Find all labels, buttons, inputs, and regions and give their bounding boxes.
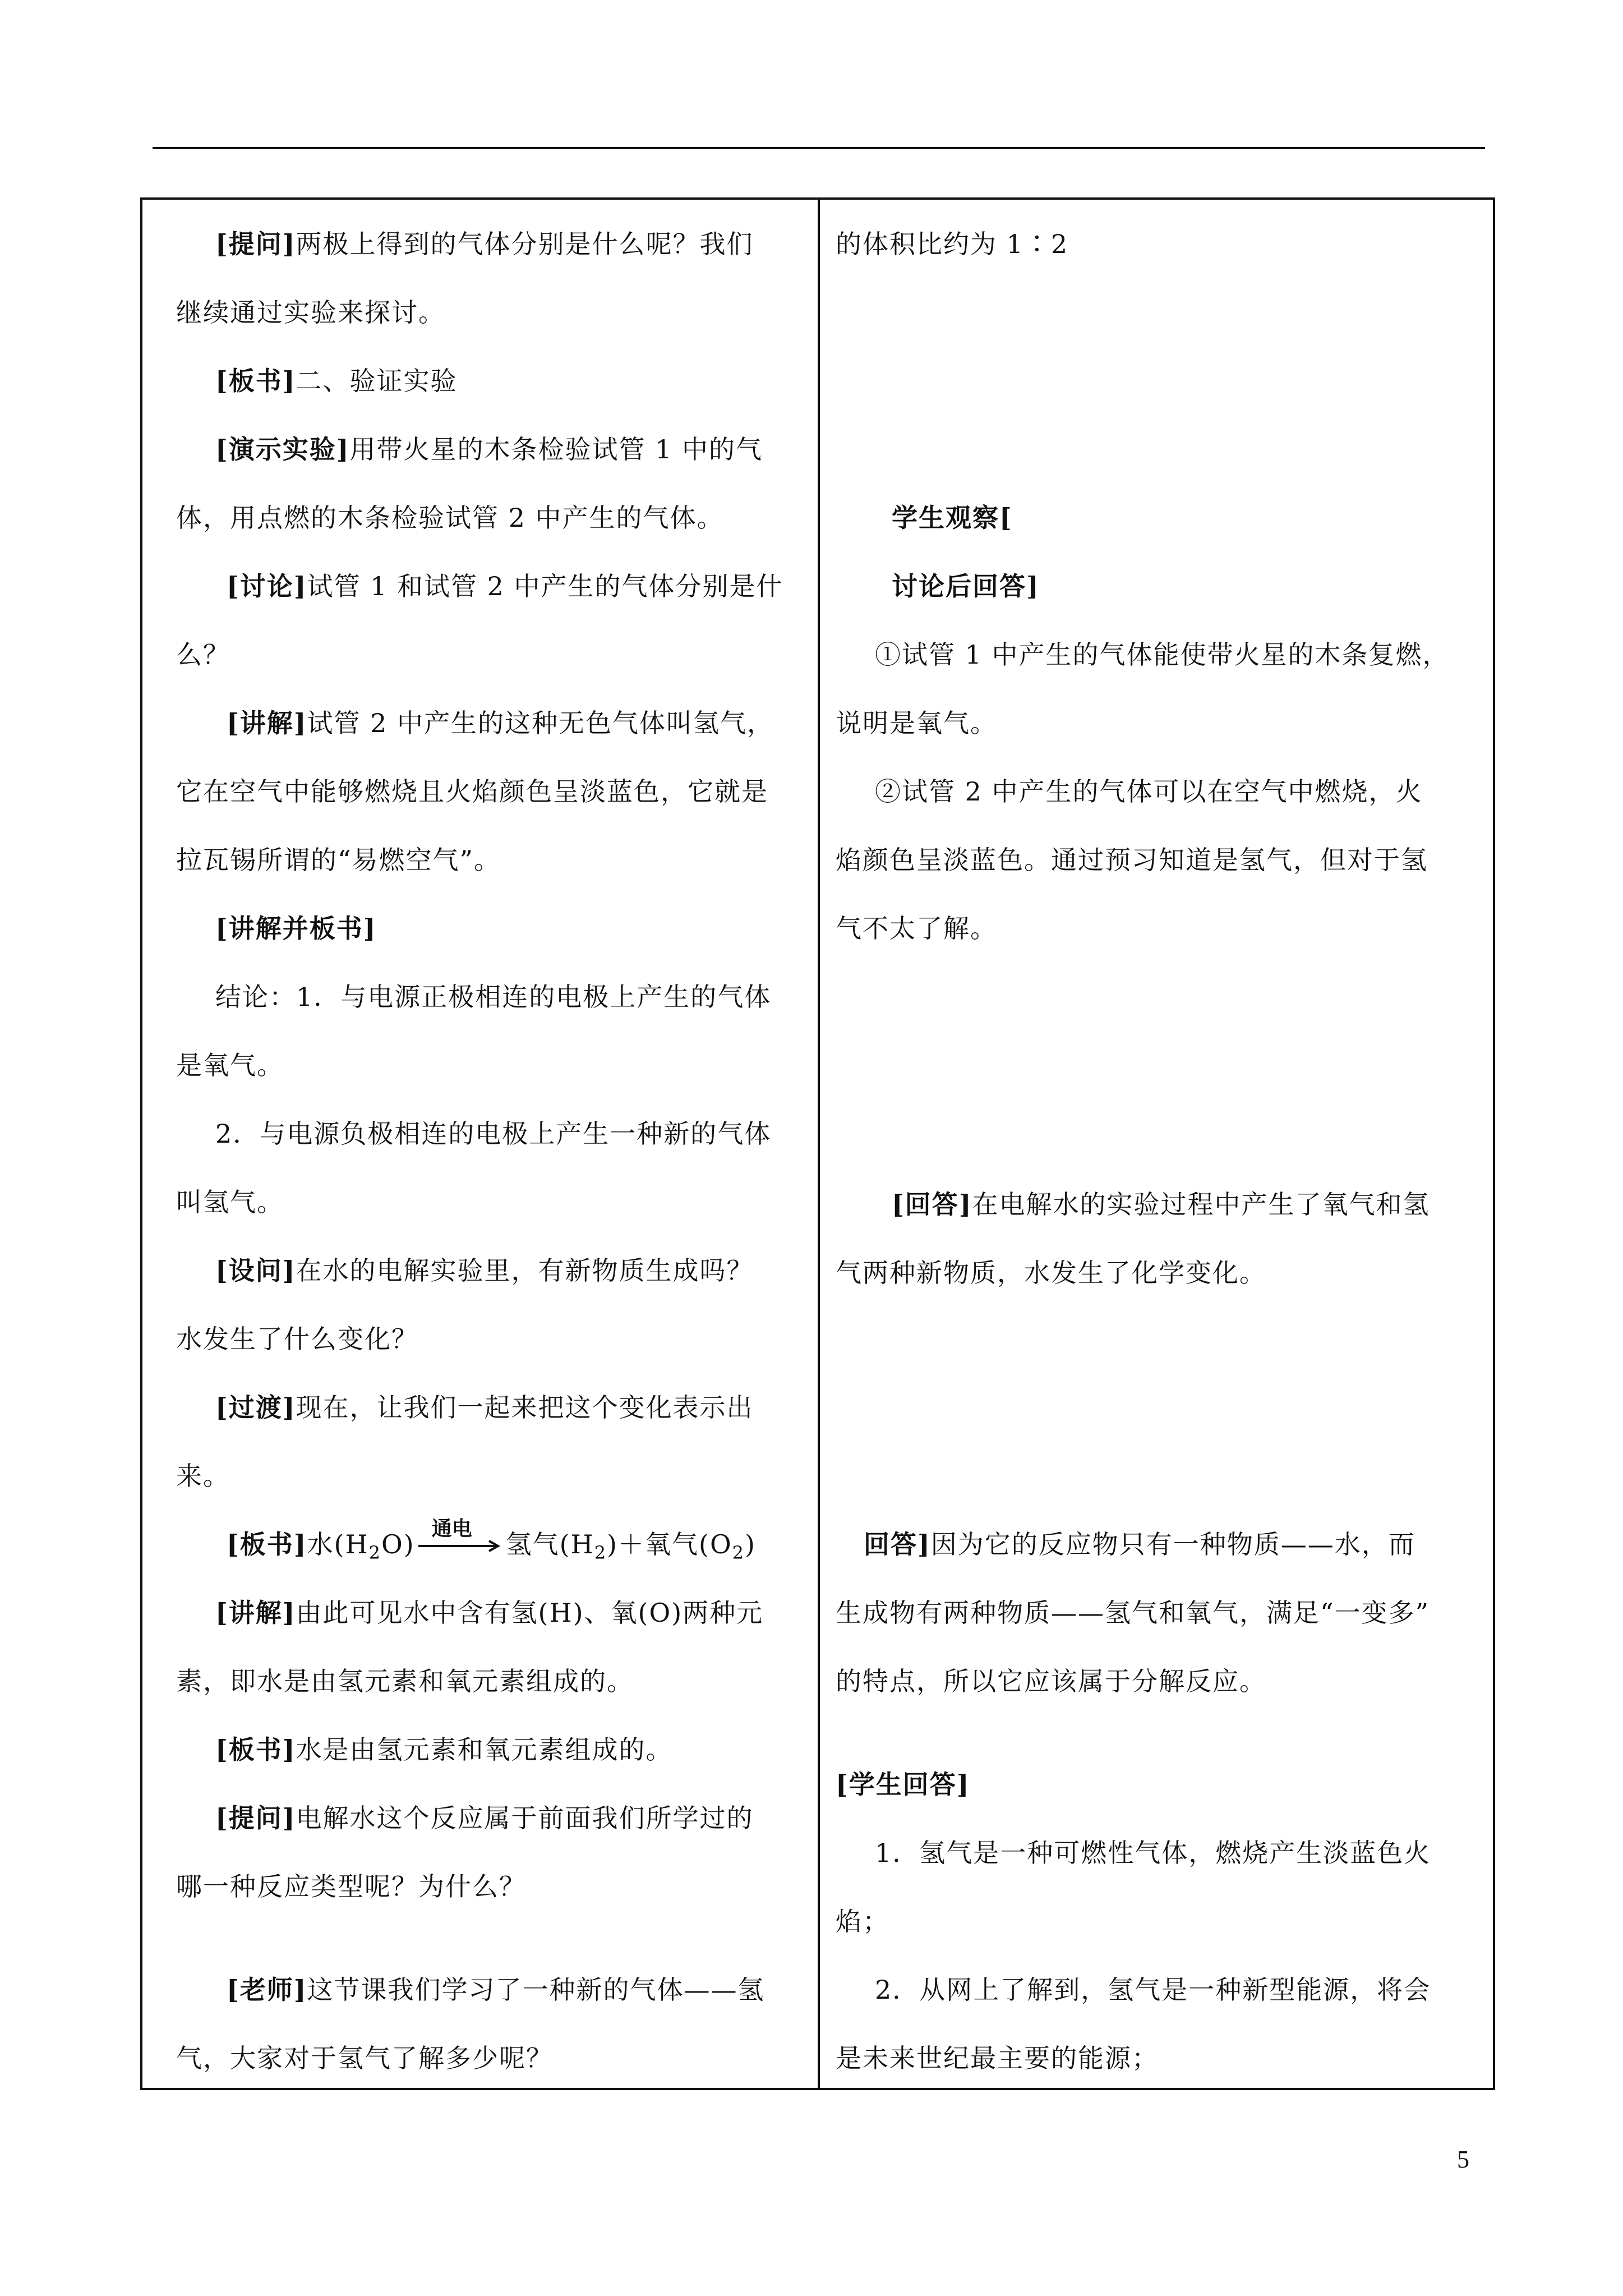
tag-explain: [讲解] (227, 708, 307, 738)
answer-item-2-line3: 气不太了解。 (836, 913, 997, 944)
demo-experiment-paragraph: [演示实验]用带火星的木条检验试管 1 中的气 (215, 434, 763, 464)
tag-discussion: [讨论] (227, 571, 307, 601)
answer-item-1-line2: 说明是氧气。 (836, 708, 997, 738)
explain-paragraph-2: [讲解]由此可见水中含有氢(H)、氧(O)两种元 (215, 1598, 764, 1628)
answer-paragraph-change: [回答]在电解水的实验过程中产生了氧气和氢 (892, 1189, 1430, 1220)
answer-paragraph-change-line2: 气两种新物质，水发生了化学变化。 (836, 1258, 1266, 1288)
tag-board-equation: [板书] (227, 1529, 307, 1559)
student-answer-1: 1．氢气是一种可燃性气体，燃烧产生淡蓝色火 (875, 1838, 1431, 1868)
tag-demo: [演示实验] (215, 434, 350, 464)
answer-decomposition-line3: 的特点，所以它应该属于分解反应。 (836, 1666, 1266, 1696)
tag-board: [板书] (215, 366, 296, 396)
board-heading-2: [板书]二、验证实验 (215, 366, 458, 396)
header-rule (153, 147, 1485, 149)
answer-item-2: ②试管 2 中产生的气体可以在空气中燃烧，火 (875, 776, 1423, 807)
explain-paragraph-1-line3: 拉瓦锡所谓的“易燃空气”。 (176, 845, 501, 875)
tag-question: [提问] (215, 229, 296, 259)
answer-item-1: ①试管 1 中产生的气体能使带火星的木条复燃， (875, 639, 1450, 670)
discussion-paragraph: [讨论]试管 1 和试管 2 中产生的气体分别是什 (227, 571, 783, 601)
conclusion-2: 2．与电源负极相连的电极上产生一种新的气体 (215, 1119, 772, 1149)
page-number: 5 (1457, 2146, 1469, 2173)
discuss-answer-heading: 讨论后回答] (892, 571, 1040, 601)
tag-board-2: [板书] (215, 1734, 296, 1765)
tag-transition: [过渡] (215, 1392, 296, 1423)
volume-ratio-text: 的体积比约为 1∶2 (836, 229, 1069, 259)
tag-question-2: [提问] (215, 1803, 296, 1833)
tag-teacher: [老师] (227, 1975, 307, 2005)
student-answer-heading: [学生回答] (836, 1769, 970, 1800)
question-paragraph-1-line2: 继续通过实验来探讨。 (176, 297, 445, 328)
board-statement: [板书]水是由氢元素和氧元素组成的。 (215, 1734, 673, 1765)
transition-paragraph: [过渡]现在，让我们一起来把这个变化表示出 (215, 1392, 754, 1423)
transition-line2: 来。 (176, 1461, 230, 1491)
student-observe-heading: 学生观察[ (892, 503, 1013, 533)
tag-explain-2: [讲解] (215, 1598, 296, 1628)
answer-decomposition: 回答]因为它的反应物只有一种物质——水，而 (864, 1529, 1415, 1559)
answer-item-2-line2: 焰颜色呈淡蓝色。通过预习知道是氢气，但对于氢 (836, 845, 1428, 875)
conclusion-1: 结论：1．与电源正极相连的电极上产生的气体 (215, 982, 772, 1012)
tag-set-question: [设问] (215, 1255, 296, 1286)
explain-paragraph-2-line2: 素，即水是由氢元素和氧元素组成的。 (176, 1666, 634, 1696)
chemical-equation: [板书]水$(H_2O)$ 通电 氢气$(H_2)+$氧气$(O_2)$ (227, 1517, 756, 1563)
explain-board-heading: [讲解并板书] (215, 913, 377, 944)
lesson-table (140, 197, 1495, 2090)
answer-decomposition-line2: 生成物有两种物质——氢气和氧气，满足“一变多” (836, 1598, 1430, 1628)
conclusion-1-line2: 是氧气。 (176, 1050, 284, 1080)
student-answer-2-line2: 是未来世纪最主要的能源； (836, 2043, 1159, 2073)
question-paragraph-2-line2: 哪一种反应类型呢？为什么？ (176, 1871, 526, 1902)
tag-answer: [回答] (892, 1189, 972, 1220)
arrow-icon (418, 1538, 502, 1554)
student-answer-1-line2: 焰； (836, 1906, 889, 1936)
set-question-line2: 水发生了什么变化？ (176, 1324, 418, 1354)
question-paragraph-1: [提问]两极上得到的气体分别是什么呢？我们 (215, 229, 754, 259)
conclusion-2-line2: 叫氢气。 (176, 1187, 284, 1217)
reaction-arrow (418, 1517, 502, 1563)
student-answer-2: 2．从网上了解到，氢气是一种新型能源，将会 (875, 1975, 1431, 2005)
teacher-paragraph: [老师]这节课我们学习了一种新的气体——氢 (227, 1975, 765, 2005)
explain-paragraph-1: [讲解]试管 2 中产生的这种无色气体叫氢气， (227, 708, 774, 738)
question-paragraph-2: [提问]电解水这个反应属于前面我们所学过的 (215, 1803, 754, 1833)
column-divider (818, 200, 820, 2088)
reaction-condition: 通电 (431, 1517, 472, 1540)
explain-paragraph-1-line2: 它在空气中能够燃烧且火焰颜色呈淡蓝色，它就是 (176, 776, 768, 807)
tag-answer-2: 回答] (864, 1529, 931, 1559)
demo-experiment-line2: 体，用点燃的木条检验试管 2 中产生的气体。 (176, 503, 724, 533)
set-question-paragraph: [设问]在水的电解实验里，有新物质生成吗？ (215, 1255, 754, 1286)
discussion-line2: 么？ (176, 639, 230, 670)
teacher-paragraph-line2: 气，大家对于氢气了解多少呢？ (176, 2043, 553, 2073)
